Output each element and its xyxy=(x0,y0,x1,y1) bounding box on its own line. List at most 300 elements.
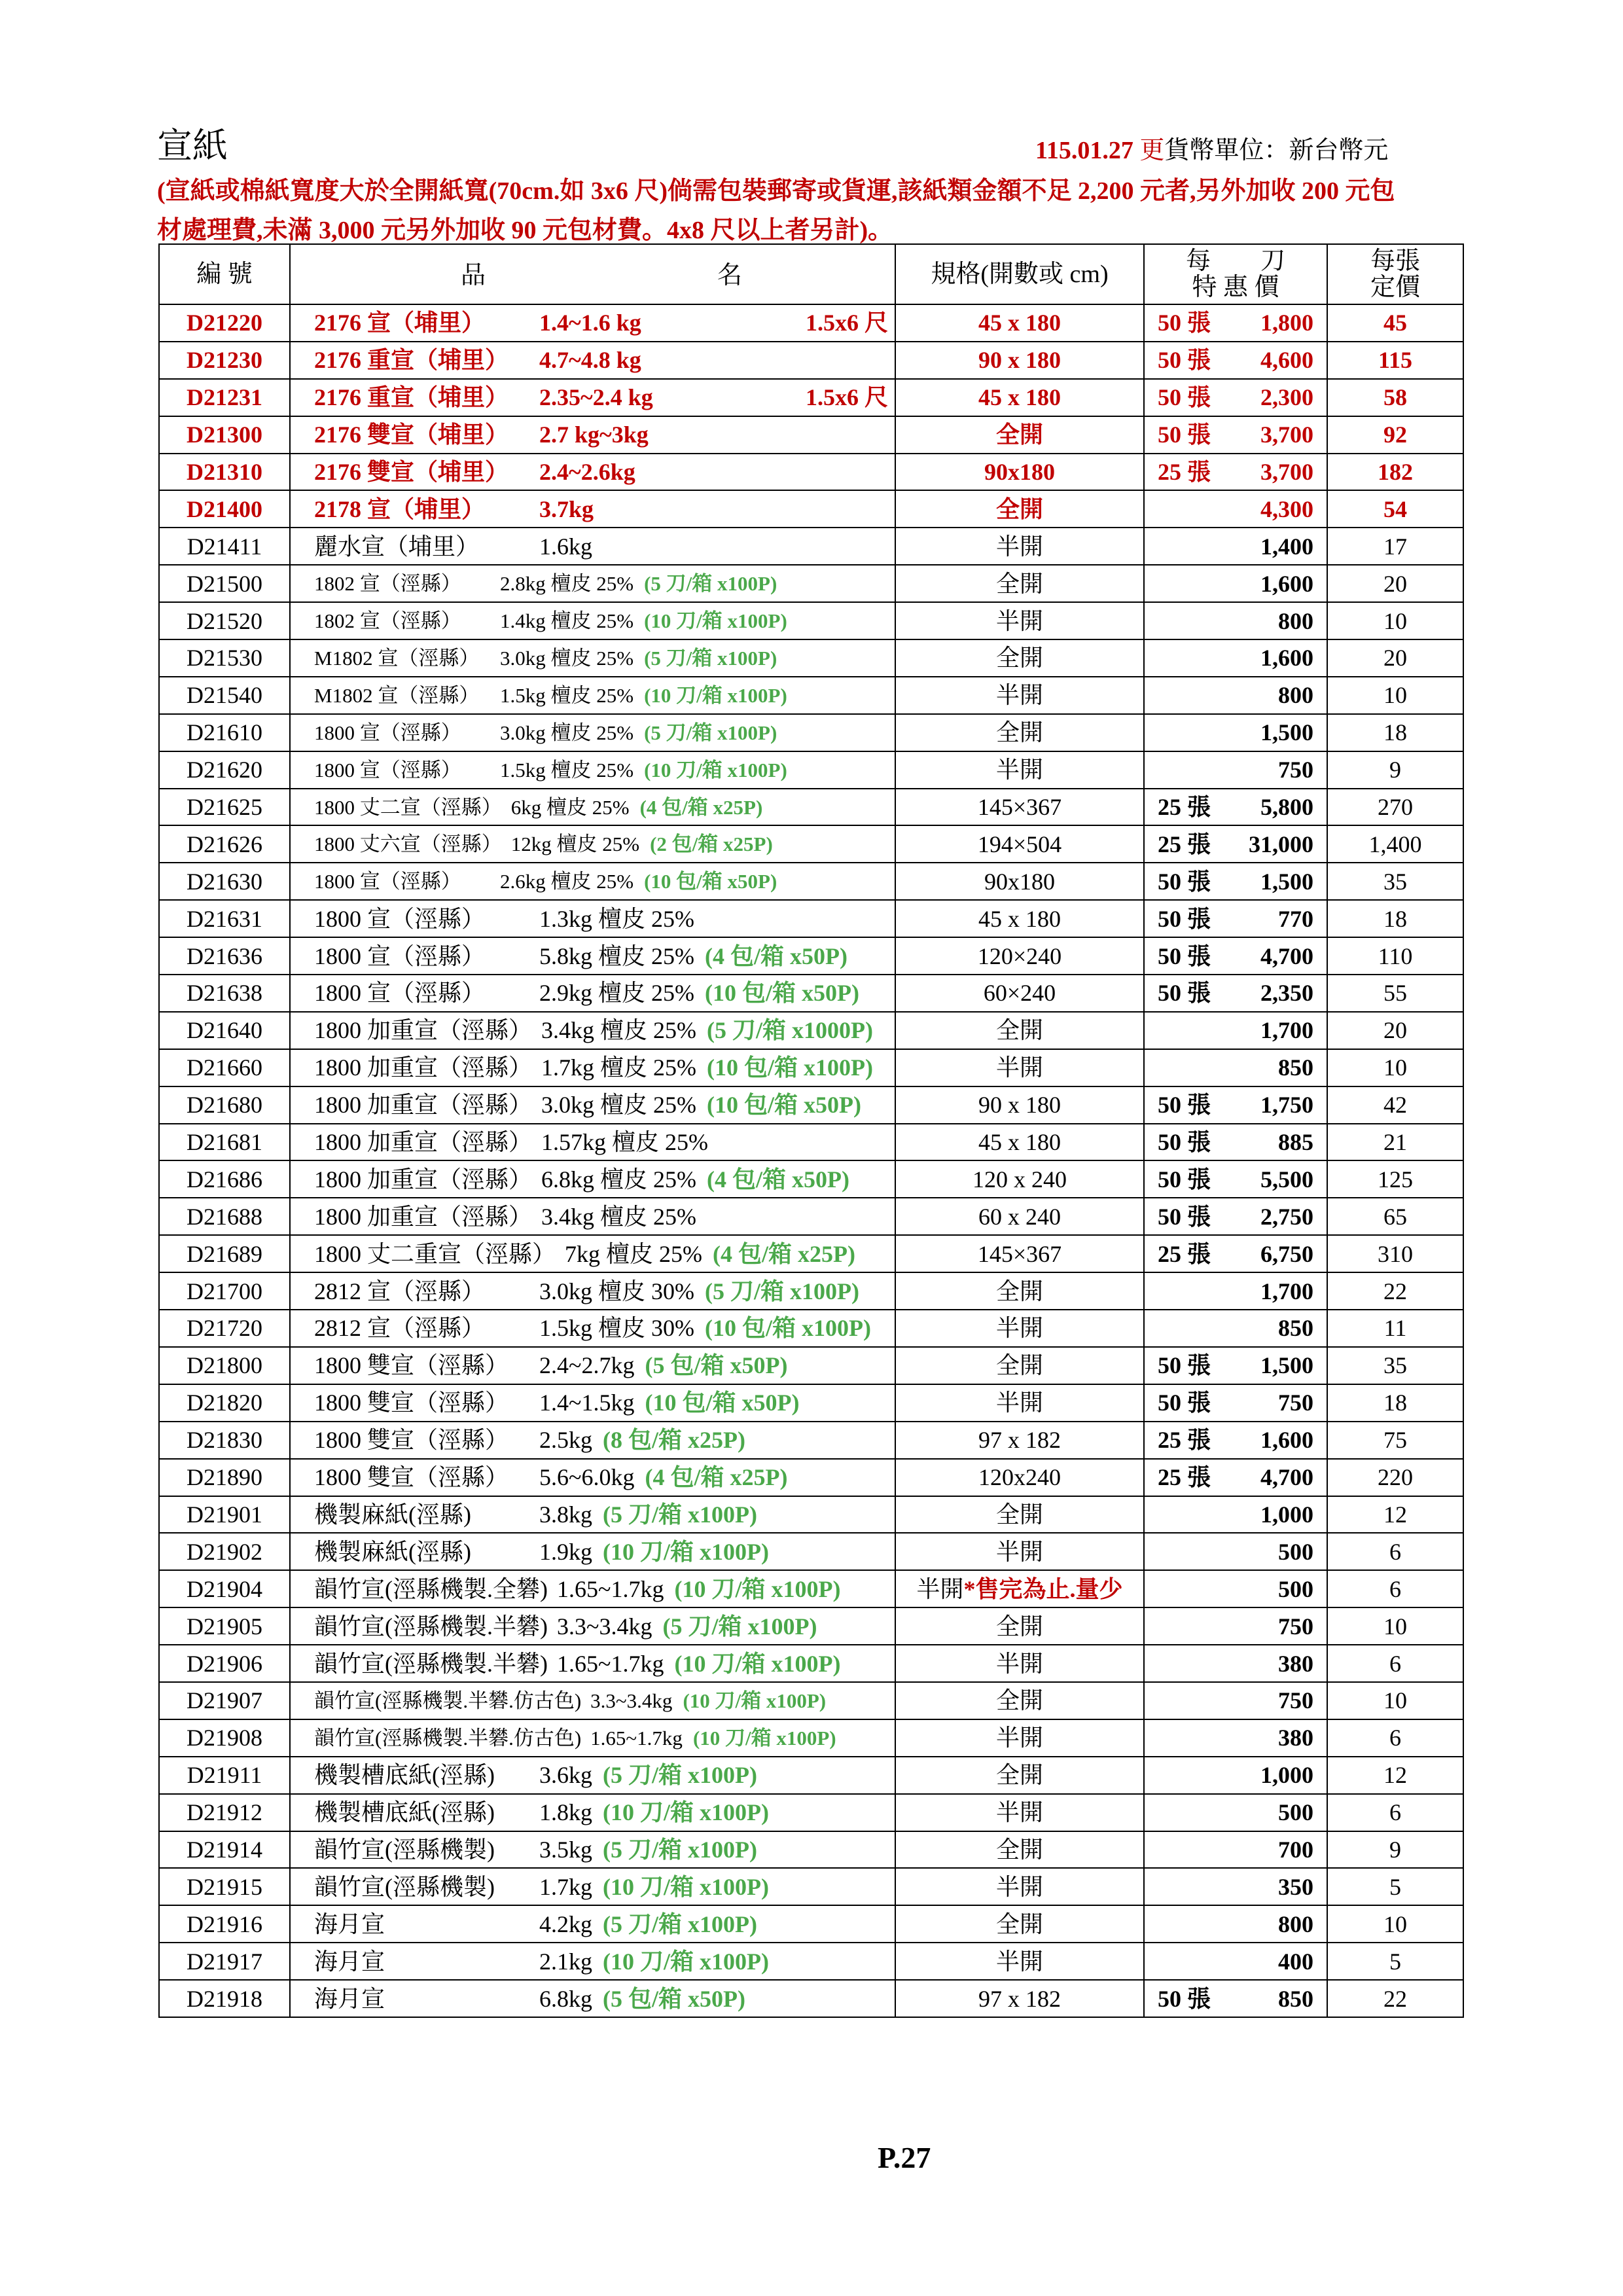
cell-name xyxy=(290,1124,895,1161)
cell-code: D21660 xyxy=(159,1049,290,1086)
spec-value: 半開 xyxy=(995,1873,1043,1900)
table-row xyxy=(159,1124,1463,1161)
cell-unit-price: 10 xyxy=(1327,1607,1463,1645)
cell-code: D21916 xyxy=(159,1905,290,1943)
product-weight: 1.6kg xyxy=(539,533,592,560)
cell-name xyxy=(290,565,895,602)
cell-name xyxy=(290,714,895,751)
special-price: 1,700 xyxy=(1260,1278,1313,1304)
special-price: 2,750 xyxy=(1260,1203,1313,1230)
product-weight: 6kg 檀皮 25% xyxy=(510,795,630,819)
sheet-count: 50 張 xyxy=(1158,310,1211,336)
product-weight: 1.9kg xyxy=(539,1538,592,1565)
cell-code: D21520 xyxy=(159,602,290,639)
table-row xyxy=(159,937,1463,975)
product-weight: 1.4~1.6 kg xyxy=(539,310,641,336)
product-name: 海月宣 xyxy=(314,1985,385,2012)
cell-pack-price xyxy=(1144,1868,1327,1905)
cell-unit-price: 310 xyxy=(1327,1235,1463,1272)
cell-pack-price xyxy=(1144,1496,1327,1534)
spec-value: 半開 xyxy=(995,533,1043,560)
product-name: 機製槽底紙(涇縣) xyxy=(314,1762,495,1789)
table-row xyxy=(159,1012,1463,1049)
cell-spec xyxy=(895,1980,1144,2017)
spec-value: 45 x 180 xyxy=(978,384,1061,411)
cell-name xyxy=(290,342,895,379)
cell-spec xyxy=(895,565,1144,602)
special-price: 31,000 xyxy=(1249,831,1313,857)
table-row xyxy=(159,528,1463,565)
sheet-count: 25 張 xyxy=(1158,459,1211,485)
packing-note: (10 包/箱 x100P) xyxy=(707,1054,873,1081)
cell-code: D21540 xyxy=(159,677,290,714)
packing-note: (10 包/箱 x50P) xyxy=(707,1092,861,1119)
packing-note: (10 刀/箱 x100P) xyxy=(683,1689,827,1712)
cell-unit-price: 5 xyxy=(1327,1943,1463,1980)
header-pack-bottom: 特 惠 價 xyxy=(1192,274,1279,301)
special-price: 1,750 xyxy=(1260,1092,1313,1119)
cell-code: D21310 xyxy=(159,454,290,491)
cell-unit-price: 125 xyxy=(1327,1160,1463,1198)
cell-pack-price xyxy=(1144,751,1327,789)
cell-code: D21688 xyxy=(159,1198,290,1235)
product-name: 韻竹宣(涇縣機製.半礬.仿古色) xyxy=(314,1726,582,1749)
cell-pack-price xyxy=(1144,342,1327,379)
product-name: 1800 雙宣（涇縣） xyxy=(314,1464,509,1491)
cell-code: D21914 xyxy=(159,1831,290,1869)
spec-value: 半開 xyxy=(995,1390,1043,1416)
sheet-count: 50 張 xyxy=(1158,942,1211,969)
packing-note: (4 包/箱 x25P) xyxy=(639,795,763,819)
sheet-count: 25 張 xyxy=(1158,1240,1211,1267)
product-name: 韻竹宣(涇縣機製) xyxy=(314,1836,495,1863)
spec-value: 半開 xyxy=(995,1315,1043,1342)
product-name: 1800 加重宣（涇縣） xyxy=(314,1017,533,1044)
special-price: 6,750 xyxy=(1260,1240,1313,1267)
spec-value: 90x180 xyxy=(984,868,1055,895)
cell-name xyxy=(290,1086,895,1124)
product-name: 1800 宣（涇縣） xyxy=(314,758,461,781)
cell-code: D21636 xyxy=(159,937,290,975)
table-row xyxy=(159,975,1463,1012)
packing-note: (10 刀/箱 x100P) xyxy=(603,1538,769,1565)
product-weight: 1.65~1.7kg xyxy=(556,1650,664,1677)
special-price: 500 xyxy=(1278,1538,1313,1565)
cell-unit-price: 9 xyxy=(1327,751,1463,789)
product-name: 機製麻紙(涇縣) xyxy=(314,1538,471,1565)
cell-name xyxy=(290,1831,895,1869)
special-price: 2,350 xyxy=(1260,980,1313,1007)
cell-unit-price: 22 xyxy=(1327,1980,1463,2017)
cell-spec xyxy=(895,863,1144,900)
cell-spec xyxy=(895,416,1144,454)
cell-pack-price xyxy=(1144,1012,1327,1049)
spec-value: 全開 xyxy=(995,645,1043,672)
cell-code: D21411 xyxy=(159,528,290,565)
product-weight: 1.65~1.7kg xyxy=(556,1575,664,1602)
cell-unit-price: 6 xyxy=(1327,1719,1463,1757)
cell-unit-price: 220 xyxy=(1327,1459,1463,1496)
spec-value: 全開 xyxy=(995,1687,1043,1714)
table-row xyxy=(159,1049,1463,1086)
cell-spec xyxy=(895,1235,1144,1272)
cell-spec xyxy=(895,1682,1144,1719)
price-table xyxy=(158,243,1464,2018)
product-weight: 1.4kg 檀皮 25% xyxy=(500,609,634,633)
cell-spec xyxy=(895,1459,1144,1496)
spec-value: 半開 xyxy=(995,757,1043,783)
product-name: 1800 宣（涇縣） xyxy=(314,721,461,744)
table-row xyxy=(159,304,1463,342)
cell-unit-price: 17 xyxy=(1327,528,1463,565)
product-weight: 1.5kg 檀皮 30% xyxy=(539,1315,694,1342)
special-price: 1,800 xyxy=(1260,310,1313,336)
cell-unit-price: 92 xyxy=(1327,416,1463,454)
product-weight: 3.3~3.4kg xyxy=(590,1689,673,1712)
product-weight: 3.3~3.4kg xyxy=(556,1613,652,1640)
cell-spec xyxy=(895,1905,1144,1943)
cell-spec xyxy=(895,825,1144,863)
cell-unit-price: 22 xyxy=(1327,1272,1463,1310)
packing-note: (4 包/箱 x25P) xyxy=(645,1464,788,1491)
cell-pack-price xyxy=(1144,1682,1327,1719)
product-name: 1800 加重宣（涇縣） xyxy=(314,1054,533,1081)
header-unit-bottom: 定價 xyxy=(1370,274,1420,301)
size-note: 1.5x6 尺 xyxy=(805,384,888,411)
cell-code: D21625 xyxy=(159,789,290,826)
spec-value: 全開 xyxy=(995,495,1043,522)
product-weight: 2.5kg xyxy=(539,1427,592,1454)
cell-pack-price xyxy=(1144,454,1327,491)
product-weight: 6.8kg xyxy=(539,1985,592,2012)
spec-value: 90 x 180 xyxy=(978,347,1061,374)
cell-pack-price xyxy=(1144,714,1327,751)
cell-pack-price xyxy=(1144,1794,1327,1831)
cell-code: D21830 xyxy=(159,1422,290,1459)
product-name: 機製麻紙(涇縣) xyxy=(314,1501,471,1528)
sheet-count: 50 張 xyxy=(1158,1390,1211,1416)
product-weight: 3.8kg xyxy=(539,1501,592,1528)
cell-code: D21820 xyxy=(159,1384,290,1422)
cell-pack-price xyxy=(1144,1831,1327,1869)
cell-spec xyxy=(895,1422,1144,1459)
packing-note: (2 包/箱 x25P) xyxy=(650,833,773,856)
special-price: 885 xyxy=(1278,1129,1313,1156)
cell-name xyxy=(290,751,895,789)
cell-name xyxy=(290,1607,895,1645)
table-row xyxy=(159,1868,1463,1905)
special-price: 3,700 xyxy=(1260,422,1313,448)
cell-unit-price: 18 xyxy=(1327,714,1463,751)
cell-name xyxy=(290,1980,895,2017)
cell-code: D21231 xyxy=(159,379,290,416)
cell-code: D21915 xyxy=(159,1868,290,1905)
notice-line-2: 材處理費,未滿 3,000 元另外加收 90 元包材費。4x8 尺以上者另計)。 xyxy=(157,217,893,244)
product-weight: 1.65~1.7kg xyxy=(590,1726,683,1749)
product-weight: 1.5kg 檀皮 25% xyxy=(500,683,634,707)
sheet-count: 50 張 xyxy=(1158,1092,1211,1119)
table-row xyxy=(159,1794,1463,1831)
cell-unit-price: 54 xyxy=(1327,490,1463,528)
packing-note: (4 包/箱 x50P) xyxy=(707,1166,849,1193)
table-row xyxy=(159,602,1463,639)
cell-pack-price xyxy=(1144,1943,1327,1980)
product-name: 2176 雙宣（埔里） xyxy=(314,459,509,485)
spec-value: 97 x 182 xyxy=(978,1985,1061,2012)
cell-pack-price xyxy=(1144,416,1327,454)
spec-value: 半開 xyxy=(995,1054,1043,1081)
cell-pack-price xyxy=(1144,1607,1327,1645)
special-price: 750 xyxy=(1278,757,1313,783)
header-name xyxy=(290,244,895,304)
cell-name xyxy=(290,1794,895,1831)
cell-unit-price: 182 xyxy=(1327,454,1463,491)
product-weight: 2.6kg 檀皮 25% xyxy=(500,870,634,893)
spec-value: 194×504 xyxy=(977,831,1062,857)
table-row xyxy=(159,1719,1463,1757)
product-name: 2176 宣（埔里） xyxy=(314,310,486,336)
packing-note: (5 刀/箱 x100P) xyxy=(644,721,777,744)
sheet-count: 50 張 xyxy=(1158,422,1211,448)
product-name: 1800 雙宣（涇縣） xyxy=(314,1427,509,1454)
packing-note: (5 刀/箱 x100P) xyxy=(644,572,777,596)
cell-code: D21911 xyxy=(159,1757,290,1794)
cell-code: D21912 xyxy=(159,1794,290,1831)
cell-code: D21907 xyxy=(159,1682,290,1719)
spec-value: 全開 xyxy=(995,422,1043,448)
packing-note: (10 刀/箱 x100P) xyxy=(644,758,787,781)
cell-unit-price: 21 xyxy=(1327,1124,1463,1161)
cell-code: D21904 xyxy=(159,1570,290,1607)
product-weight: 3.7kg xyxy=(539,495,594,522)
cell-code: D21720 xyxy=(159,1310,290,1347)
sheet-count: 50 張 xyxy=(1158,980,1211,1007)
table-row xyxy=(159,1272,1463,1310)
cell-pack-price xyxy=(1144,789,1327,826)
cell-name xyxy=(290,1943,895,1980)
cell-unit-price: 115 xyxy=(1327,342,1463,379)
cell-code: D21400 xyxy=(159,490,290,528)
spec-value: 90x180 xyxy=(984,459,1055,485)
cell-spec xyxy=(895,1570,1144,1607)
cell-code: D21681 xyxy=(159,1124,290,1161)
packing-note: (10 刀/箱 x100P) xyxy=(644,683,787,707)
product-weight: 12kg 檀皮 25% xyxy=(510,833,640,856)
cell-pack-price xyxy=(1144,1384,1327,1422)
cell-name xyxy=(290,1496,895,1534)
special-price: 700 xyxy=(1278,1836,1313,1863)
cell-code: D21901 xyxy=(159,1496,290,1534)
product-weight: 1.7kg xyxy=(539,1873,592,1900)
spec-value: 120x240 xyxy=(978,1464,1061,1491)
spec-value: 全開 xyxy=(995,1278,1043,1304)
cell-pack-price xyxy=(1144,1310,1327,1347)
cell-unit-price: 55 xyxy=(1327,975,1463,1012)
cell-unit-price: 12 xyxy=(1327,1757,1463,1794)
spec-value: 半開 xyxy=(916,1575,964,1602)
special-price: 4,700 xyxy=(1260,942,1313,969)
cell-unit-price: 75 xyxy=(1327,1422,1463,1459)
spec-value: 半開 xyxy=(995,1948,1043,1975)
special-price: 5,500 xyxy=(1260,1166,1313,1193)
product-name: 1800 宣（涇縣） xyxy=(314,942,486,969)
cell-spec xyxy=(895,528,1144,565)
cell-spec xyxy=(895,900,1144,937)
cell-spec xyxy=(895,1012,1144,1049)
cell-pack-price xyxy=(1144,379,1327,416)
cell-code: D21902 xyxy=(159,1533,290,1570)
spec-value: 全開 xyxy=(995,570,1043,597)
product-weight: 4.2kg xyxy=(539,1910,592,1937)
spec-value: 120 x 240 xyxy=(972,1166,1067,1193)
cell-spec xyxy=(895,1719,1144,1757)
cell-spec xyxy=(895,789,1144,826)
cell-name xyxy=(290,863,895,900)
cell-unit-price: 11 xyxy=(1327,1310,1463,1347)
header-name-b: 名 xyxy=(717,262,743,289)
product-weight: 2.4~2.7kg xyxy=(539,1352,635,1379)
cell-code: D21631 xyxy=(159,900,290,937)
product-weight: 6.8kg 檀皮 25% xyxy=(541,1166,697,1193)
product-name: 2176 雙宣（埔里） xyxy=(314,422,509,448)
cell-code: D21689 xyxy=(159,1235,290,1272)
product-name: 2812 宣（涇縣） xyxy=(314,1315,486,1342)
table-row xyxy=(159,900,1463,937)
cell-pack-price xyxy=(1144,1086,1327,1124)
special-price: 5,800 xyxy=(1260,794,1313,821)
spec-value: 60×240 xyxy=(983,980,1056,1007)
cell-spec xyxy=(895,1347,1144,1384)
special-price: 4,700 xyxy=(1260,1464,1313,1491)
product-name: 麗水宣（埔里） xyxy=(314,533,480,560)
spec-value: 145×367 xyxy=(977,1240,1062,1267)
spec-value: 全開 xyxy=(995,719,1043,746)
cell-code: D21620 xyxy=(159,751,290,789)
packing-note: (5 包/箱 x50P) xyxy=(603,1985,745,2012)
cell-spec xyxy=(895,304,1144,342)
cell-unit-price: 35 xyxy=(1327,1347,1463,1384)
header-name-a: 品 xyxy=(461,262,486,289)
cell-spec xyxy=(895,1049,1144,1086)
cell-spec xyxy=(895,342,1144,379)
spec-value: 145×367 xyxy=(977,794,1062,821)
product-name: 韻竹宣(涇縣機製.半礬.仿古色) xyxy=(314,1689,582,1712)
notice-line-1: (宣紙或棉紙寬度大於全開紙寬(70cm.如 3x6 尺)倘需包裝郵寄或貨運,該紙類金額不足 2,200 元者,另外加收 200 元包 xyxy=(157,177,1395,205)
cell-name xyxy=(290,1570,895,1607)
sheet-count: 25 張 xyxy=(1158,1464,1211,1491)
sheet-count: 50 張 xyxy=(1158,1166,1211,1193)
packing-note: (5 刀/箱 x100P) xyxy=(662,1613,817,1640)
cell-name xyxy=(290,1347,895,1384)
cell-unit-price: 58 xyxy=(1327,379,1463,416)
cell-name xyxy=(290,900,895,937)
product-name: 1802 宣（涇縣） xyxy=(314,609,461,633)
product-name: 機製槽底紙(涇縣) xyxy=(314,1799,495,1826)
special-price: 380 xyxy=(1278,1650,1313,1677)
cell-spec xyxy=(895,1943,1144,1980)
spec-value: 半開 xyxy=(995,607,1043,634)
cell-unit-price: 6 xyxy=(1327,1794,1463,1831)
product-name: 1800 丈二宣（涇縣） xyxy=(314,795,502,819)
cell-pack-price xyxy=(1144,1757,1327,1794)
cell-pack-price xyxy=(1144,1272,1327,1310)
sheet-count: 50 張 xyxy=(1158,1203,1211,1230)
packing-note: (5 刀/箱 x1000P) xyxy=(707,1017,873,1044)
product-weight: 1.3kg 檀皮 25% xyxy=(539,905,694,932)
product-weight: 2.1kg xyxy=(539,1948,592,1975)
spec-value: 全開 xyxy=(995,1762,1043,1789)
spec-value: 45 x 180 xyxy=(978,310,1061,336)
table-row xyxy=(159,1496,1463,1534)
special-price: 500 xyxy=(1278,1799,1313,1826)
table-row xyxy=(159,751,1463,789)
packing-note: (10 包/箱 x50P) xyxy=(644,870,777,893)
cell-pack-price xyxy=(1144,1347,1327,1384)
product-weight: 1.8kg xyxy=(539,1799,592,1826)
product-name: 韻竹宣(涇縣機製) xyxy=(314,1873,495,1900)
spec-value: 全開 xyxy=(995,1613,1043,1640)
table-row xyxy=(159,1831,1463,1869)
spec-value: 全開 xyxy=(995,1836,1043,1863)
cell-name xyxy=(290,937,895,975)
product-name: 1800 宣（涇縣） xyxy=(314,980,486,1007)
special-price: 770 xyxy=(1278,905,1313,932)
cell-spec xyxy=(895,937,1144,975)
table-row xyxy=(159,789,1463,826)
cell-spec xyxy=(895,639,1144,677)
cell-name xyxy=(290,1049,895,1086)
header-code: 編 號 xyxy=(159,244,290,304)
cell-pack-price xyxy=(1144,1719,1327,1757)
special-price: 400 xyxy=(1278,1948,1313,1975)
cell-pack-price xyxy=(1144,1980,1327,2017)
spec-value: 45 x 180 xyxy=(978,1129,1061,1156)
spec-value: 120×240 xyxy=(977,942,1062,969)
special-price: 750 xyxy=(1278,1687,1313,1714)
table-row xyxy=(159,714,1463,751)
product-name: 1800 宣（涇縣） xyxy=(314,870,461,893)
cell-pack-price xyxy=(1144,639,1327,677)
product-weight: 4.7~4.8 kg xyxy=(539,347,641,374)
product-weight: 3.4kg 檀皮 25% xyxy=(541,1017,697,1044)
cell-spec xyxy=(895,1607,1144,1645)
packing-note: (10 包/箱 x50P) xyxy=(705,980,859,1007)
cell-unit-price: 10 xyxy=(1327,677,1463,714)
cell-pack-price xyxy=(1144,677,1327,714)
currency-unit: 貨幣單位：新台幣元 xyxy=(1164,137,1389,164)
spec-value: 半開 xyxy=(995,1725,1043,1751)
cell-pack-price xyxy=(1144,1198,1327,1235)
spec-value: 半開 xyxy=(995,1650,1043,1677)
cell-name xyxy=(290,1757,895,1794)
cell-name xyxy=(290,304,895,342)
cell-name xyxy=(290,1459,895,1496)
product-weight: 2.9kg 檀皮 25% xyxy=(539,980,694,1007)
special-price: 1,700 xyxy=(1260,1017,1313,1044)
product-name: M1802 宣（涇縣） xyxy=(314,683,480,707)
cell-code: D21918 xyxy=(159,1980,290,2017)
cell-unit-price: 110 xyxy=(1327,937,1463,975)
special-price: 800 xyxy=(1278,682,1313,709)
product-weight: 1.57kg 檀皮 25% xyxy=(541,1129,709,1156)
product-name: 2178 宣（埔里） xyxy=(314,495,486,522)
special-price: 1,400 xyxy=(1260,533,1313,560)
special-price: 1,000 xyxy=(1260,1762,1313,1789)
sheet-count: 50 張 xyxy=(1158,1985,1211,2012)
product-weight: 1.7kg 檀皮 25% xyxy=(541,1054,697,1081)
special-price: 850 xyxy=(1278,1315,1313,1342)
table-row xyxy=(159,1459,1463,1496)
